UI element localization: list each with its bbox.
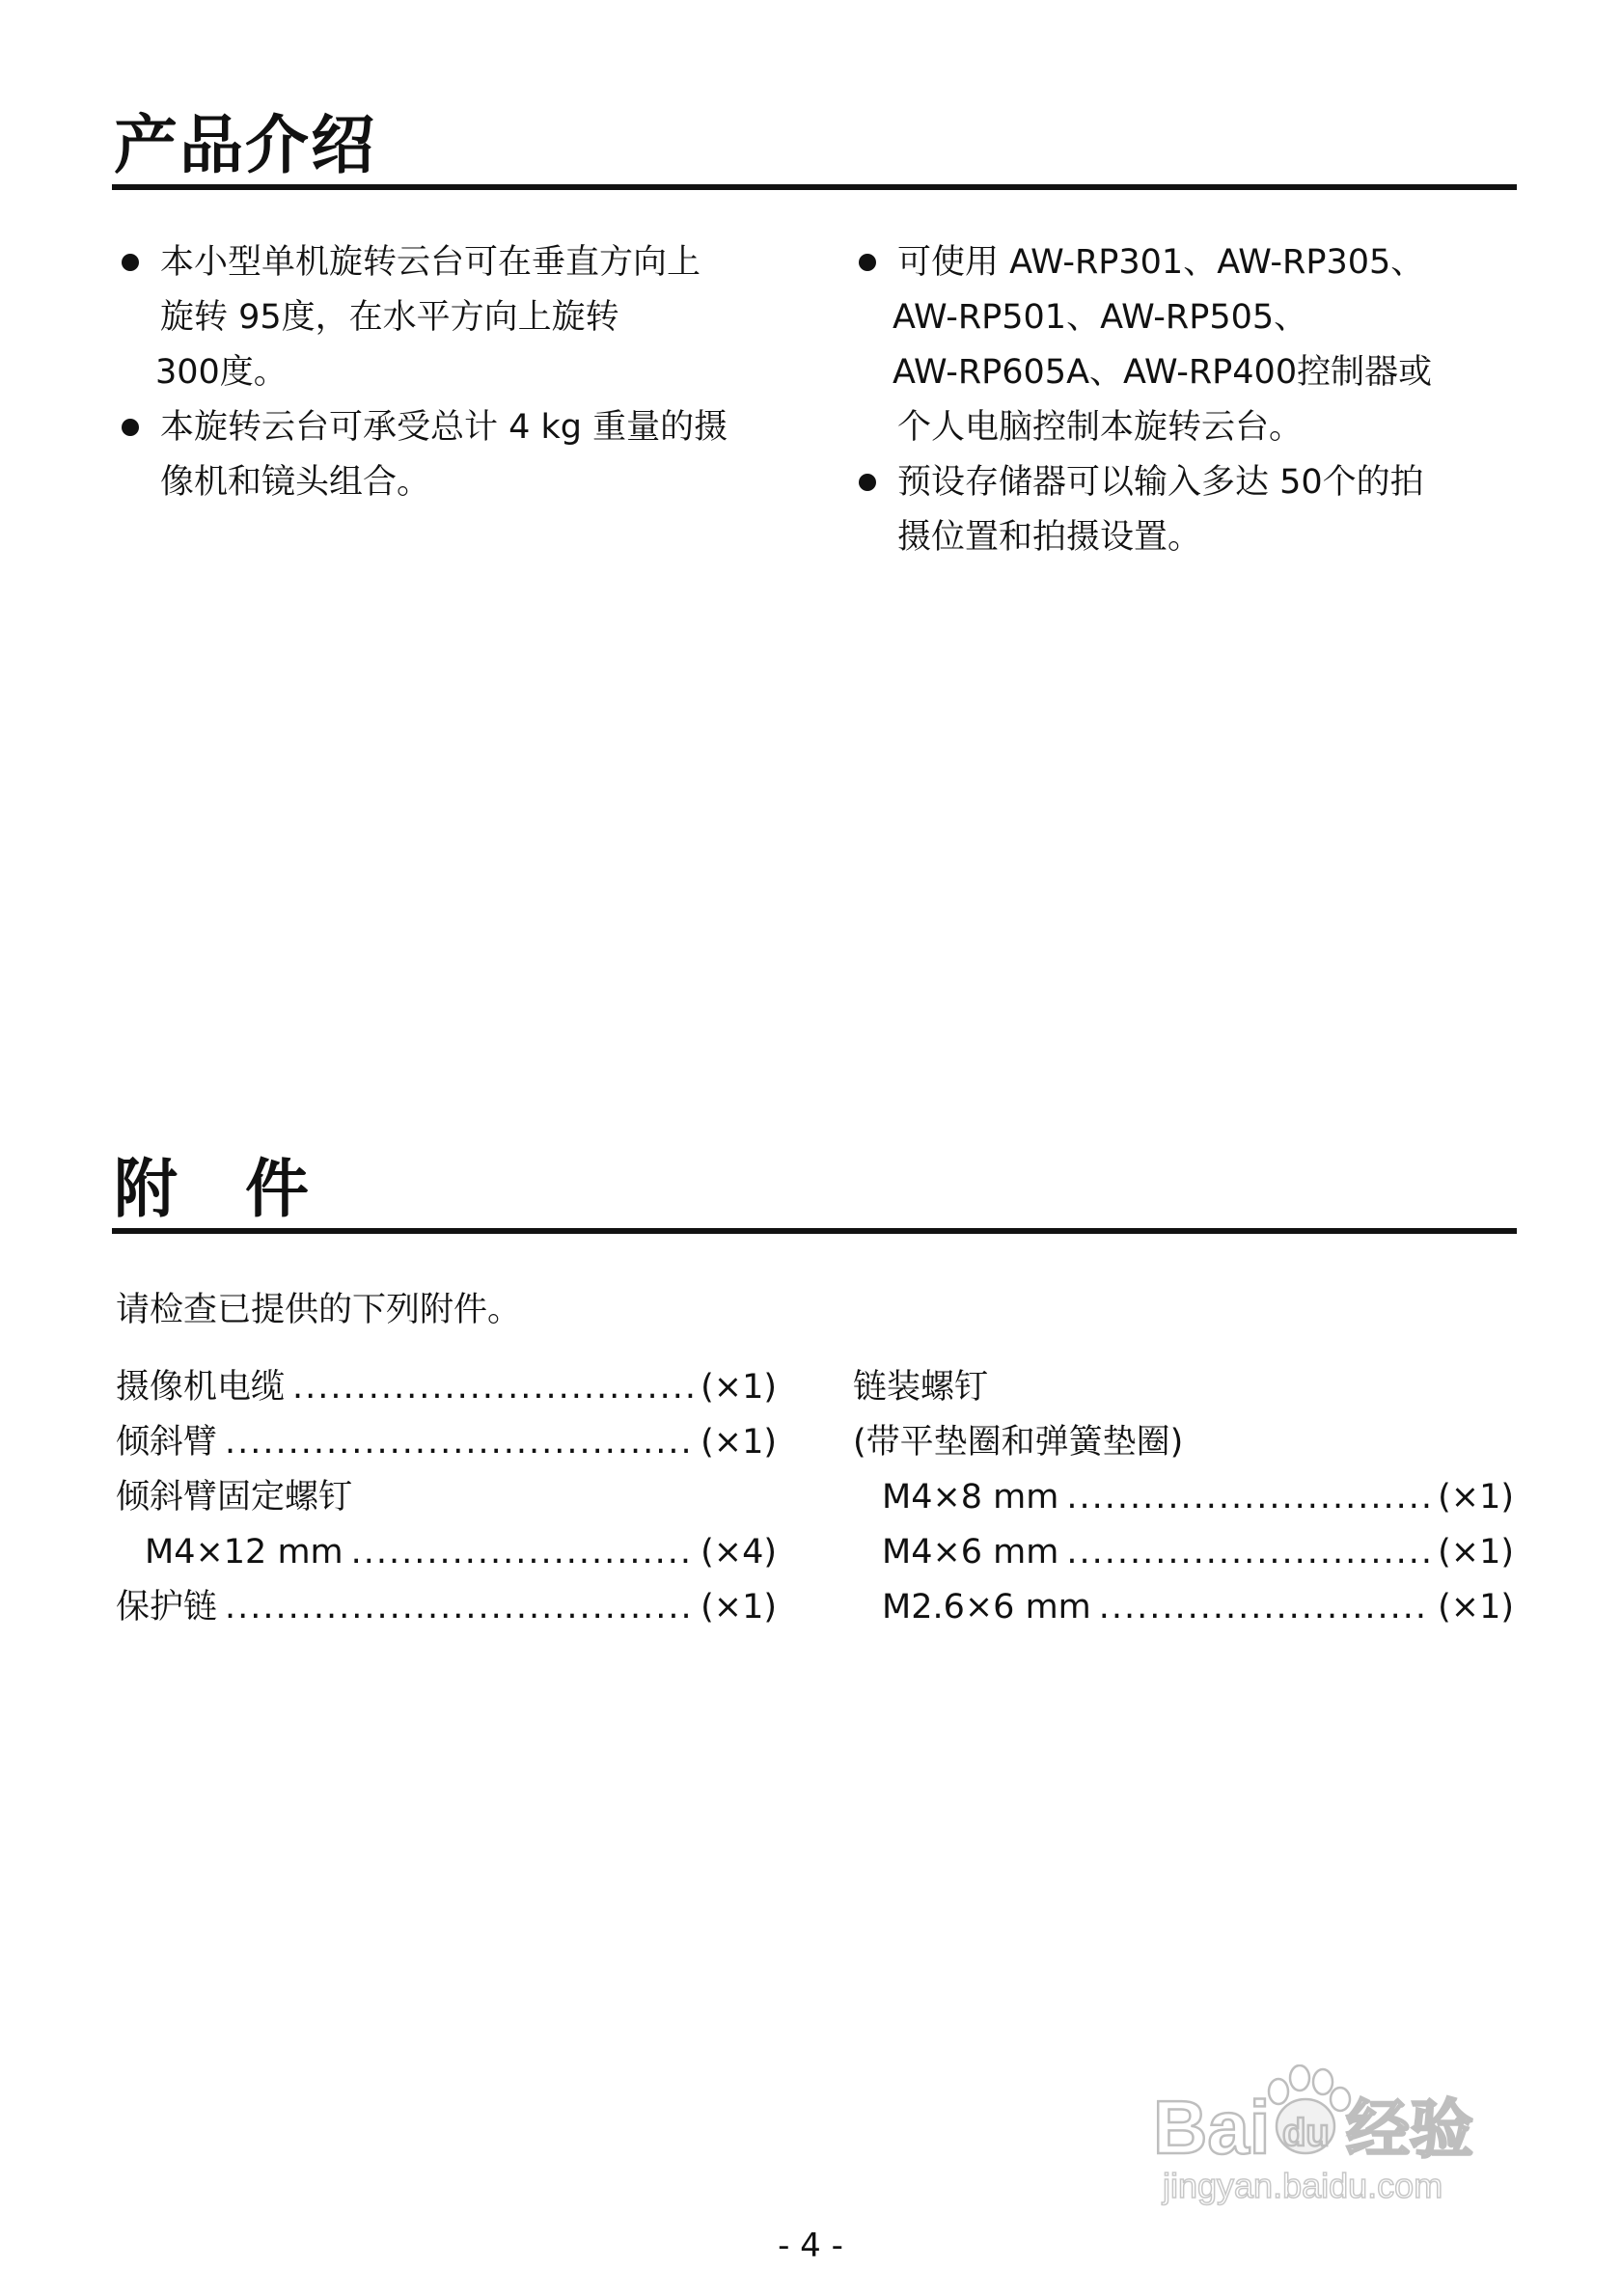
accessory-label: M4×12 mm <box>145 1533 343 1572</box>
text-line: 像机和镜头组合。 <box>160 463 431 502</box>
text-line: 本小型单机旋转云台可在垂直方向上 <box>160 243 701 282</box>
text-line: 个人电脑控制本旋转云台。 <box>897 408 1304 447</box>
accessory-item <box>116 1580 777 1635</box>
section-divider <box>112 1228 1517 1234</box>
accessory-qty: (×1) <box>1438 1478 1514 1517</box>
accessories-right-list <box>853 1360 1514 1635</box>
accessories-intro: 请检查已提供的下列附件。 <box>116 1291 522 1329</box>
accessory-label: M2.6×6 mm <box>882 1588 1091 1626</box>
accessory-qty: (×1) <box>701 1588 777 1626</box>
intro-left-column <box>116 235 791 510</box>
accessory-item <box>853 1580 1514 1635</box>
watermark-url: jingyan.baidu.com <box>1163 2166 1443 2205</box>
accessory-label: 倾斜臂固定螺钉 <box>116 1478 353 1517</box>
baidu-jingyan-watermark <box>1153 2064 1539 2209</box>
accessory-item <box>116 1415 777 1470</box>
text-line: 300度。 <box>155 353 288 392</box>
accessory-qty: (×1) <box>1438 1533 1514 1572</box>
section-title-intro: 产品介绍 <box>114 108 376 182</box>
text-line: 本旋转云台可承受总计 4 kg 重量的摄 <box>160 408 728 447</box>
bullet-dot-icon <box>122 254 139 271</box>
dot-leader <box>292 1360 693 1415</box>
accessory-item <box>116 1470 777 1525</box>
text-line: AW-RP605A、AW-RP400控制器或 <box>893 353 1433 392</box>
bullet-dot-icon <box>122 419 139 436</box>
accessory-label: 保护链 <box>116 1588 218 1626</box>
dot-leader <box>1066 1525 1430 1580</box>
accessory-item <box>853 1360 1514 1415</box>
accessory-qty: (×1) <box>701 1423 777 1462</box>
accessory-qty: (×1) <box>701 1368 777 1407</box>
accessory-label: (带平垫圈和弹簧垫圈) <box>853 1423 1184 1462</box>
dot-leader <box>225 1580 693 1635</box>
accessory-label: 摄像机电缆 <box>116 1368 286 1407</box>
bullet-dot-icon <box>859 254 876 271</box>
bullet-item <box>116 235 791 400</box>
accessory-label: M4×6 mm <box>882 1533 1059 1572</box>
text-line: 可使用 AW-RP301、AW-RP305、 <box>897 243 1425 282</box>
bullet-item <box>853 455 1528 565</box>
accessories-left-list <box>116 1360 777 1635</box>
accessory-label: 链装螺钉 <box>853 1368 989 1407</box>
page-number: - 4 - <box>778 2227 843 2265</box>
accessory-item <box>116 1525 777 1580</box>
dot-leader <box>1099 1580 1430 1635</box>
dot-leader <box>225 1415 693 1470</box>
accessory-item <box>853 1470 1514 1525</box>
dot-leader <box>351 1525 693 1580</box>
text-line: 预设存储器可以输入多达 50个的拍 <box>897 463 1424 502</box>
bullet-item <box>853 235 1528 455</box>
accessory-item <box>853 1415 1514 1470</box>
accessory-label: 倾斜臂 <box>116 1423 218 1462</box>
accessory-label: M4×8 mm <box>882 1478 1059 1517</box>
watermark-brand-cn: 经验 <box>1346 2092 1473 2167</box>
dot-leader <box>1066 1470 1430 1525</box>
intro-right-column <box>853 235 1528 565</box>
accessory-item <box>116 1360 777 1415</box>
accessory-qty: (×4) <box>701 1533 777 1572</box>
bullet-dot-icon <box>859 474 876 491</box>
text-line: 旋转 95度，在水平方向上旋转 <box>160 298 619 337</box>
accessory-item <box>853 1525 1514 1580</box>
watermark-brand-b: du <box>1282 2112 1330 2154</box>
text-line: 摄位置和拍摄设置。 <box>897 518 1202 557</box>
watermark-brand-a: Bai <box>1153 2085 1271 2170</box>
bullet-item <box>116 400 791 510</box>
text-line: AW-RP501、AW-RP505、 <box>893 298 1308 337</box>
accessory-qty: (×1) <box>1438 1588 1514 1626</box>
section-divider <box>112 184 1517 190</box>
section-title-accessories: 附 件 <box>114 1152 311 1226</box>
